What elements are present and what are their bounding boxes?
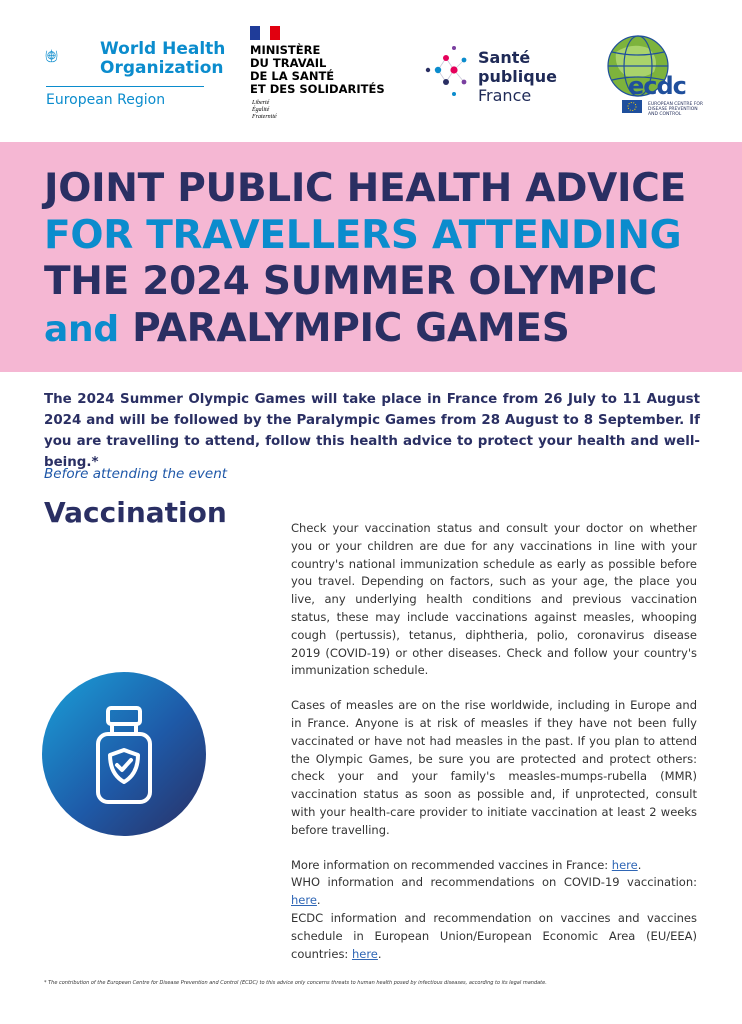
page-title (44, 166, 704, 353)
link-line-ecdc: ECDC information and recommendation on vaccines and vaccines schedule in European Union/European Economic Area (EU/EEA) countries: here. (291, 910, 697, 961)
intro-paragraph: The 2024 Summer Olympic Games will take place in France from 26 July to 11 August 2024 and will be followed by the Paralympic Games from 28 August to 8 September. If you are travelling to attend, follow this health advice to protect your health and well-being.* (44, 392, 700, 470)
sp-line3: France (478, 86, 532, 105)
ecdc-sub3: AND CONTROL (648, 112, 682, 117)
title-line3: THE 2024 SUMMER OLYMPIC (44, 259, 658, 304)
ecdc-sub2: DISEASE PREVENTION (648, 107, 698, 112)
who-name-line1: World Health (100, 39, 226, 59)
motto-egalite: Égalité (252, 107, 270, 113)
link-line-who: WHO information and recommendations on COVID-19 vaccination: here. (291, 875, 697, 908)
vaccination-body (291, 520, 697, 963)
here-link-who[interactable]: here (291, 893, 317, 908)
section-heading: Vaccination (44, 496, 227, 529)
vaccine-vial-icon (42, 672, 206, 836)
here-link-france[interactable]: here (611, 857, 638, 872)
here-link-ecdc[interactable]: here (351, 946, 378, 961)
who-name (100, 40, 225, 78)
ministry-line2: DU TRAVAIL (250, 56, 327, 70)
body-paragraph-1: Check your vaccination status and consult your doctor on whether you or your children are due for any vaccinations in line with your country's national immunization schedule as early as possible before you travel. Depending on factors, such as your age, the place you live, any underlying health conditions and previous vaccination status, these may include vaccinations against measles, whooping cough (pertussis), tetanus, diphtheria, polio, coronavirus disease 2019 (COVID-19) or other diseases. Check and follow your country's immunization schedule. (291, 521, 697, 678)
title-line4-rest: PARALYMPIC GAMES (132, 305, 570, 351)
sp-line1: Santé (478, 48, 531, 67)
title-line1: JOINT PUBLIC HEALTH ADVICE (44, 166, 686, 211)
footnote: * The contribution of the European Centre for Disease Prevention and Control (ECDC) to this advice only concerns threats to human health posed by infectious diseases, according to its legal mandate. (44, 980, 547, 986)
ministry-name (250, 44, 385, 96)
motto-fraternite: Fraternité (252, 114, 277, 120)
section-label: Before attending the event (44, 466, 228, 482)
ecdc-wordmark: ecdc (628, 72, 686, 100)
link-line-ecdc-text: ECDC information and recommendation on vaccines and vaccines schedule in European Union/European Economic Area (EU/EEA) countries: (291, 910, 697, 961)
who-name-line2: Organization (100, 58, 224, 78)
title-and: and (44, 308, 119, 350)
sp-line2: publique (478, 67, 557, 86)
ministry-line1: MINISTÈRE (250, 43, 321, 57)
who-divider (46, 86, 204, 87)
ministry-motto (252, 100, 277, 121)
ecdc-subtitle (648, 102, 708, 117)
link-line-france-text: More information on recommended vaccines in France: (291, 857, 609, 872)
title-line2: FOR TRAVELLERS ATTENDING (44, 212, 682, 258)
link-line-who-text: WHO information and recommendations on COVID-19 vaccination: (291, 875, 697, 890)
ministry-line3: DE LA SANTÉ (250, 69, 335, 83)
body-paragraph-2: Cases of measles are on the rise worldwide, including in Europe and in France. Anyone is at risk of measles if they have not been fully vaccinated or have not had measles in the past. If you plan to attend the Olympic Games, be sure you are protected and protect others: check your and your family's measles-mumps-rubella (MMR) vaccination status as soon as possible and, if unprotected, consult with your health-care provider to initiate vaccination at least 2 weeks before travelling. (291, 698, 697, 837)
sante-publique-network-icon (424, 36, 474, 106)
link-line-france: More information on recommended vaccines in France: here. (291, 857, 642, 872)
title-line4 (44, 306, 704, 354)
who-region: European Region (46, 92, 166, 108)
sante-publique-name (478, 48, 557, 105)
motto-liberte: Liberté (252, 100, 270, 106)
marianne-flag-icon (250, 26, 280, 40)
who-emblem-icon (44, 36, 96, 84)
ecdc-sub1: EUROPEAN CENTRE FOR (648, 102, 703, 107)
ministry-line4: ET DES SOLIDARITÉS (250, 82, 385, 96)
